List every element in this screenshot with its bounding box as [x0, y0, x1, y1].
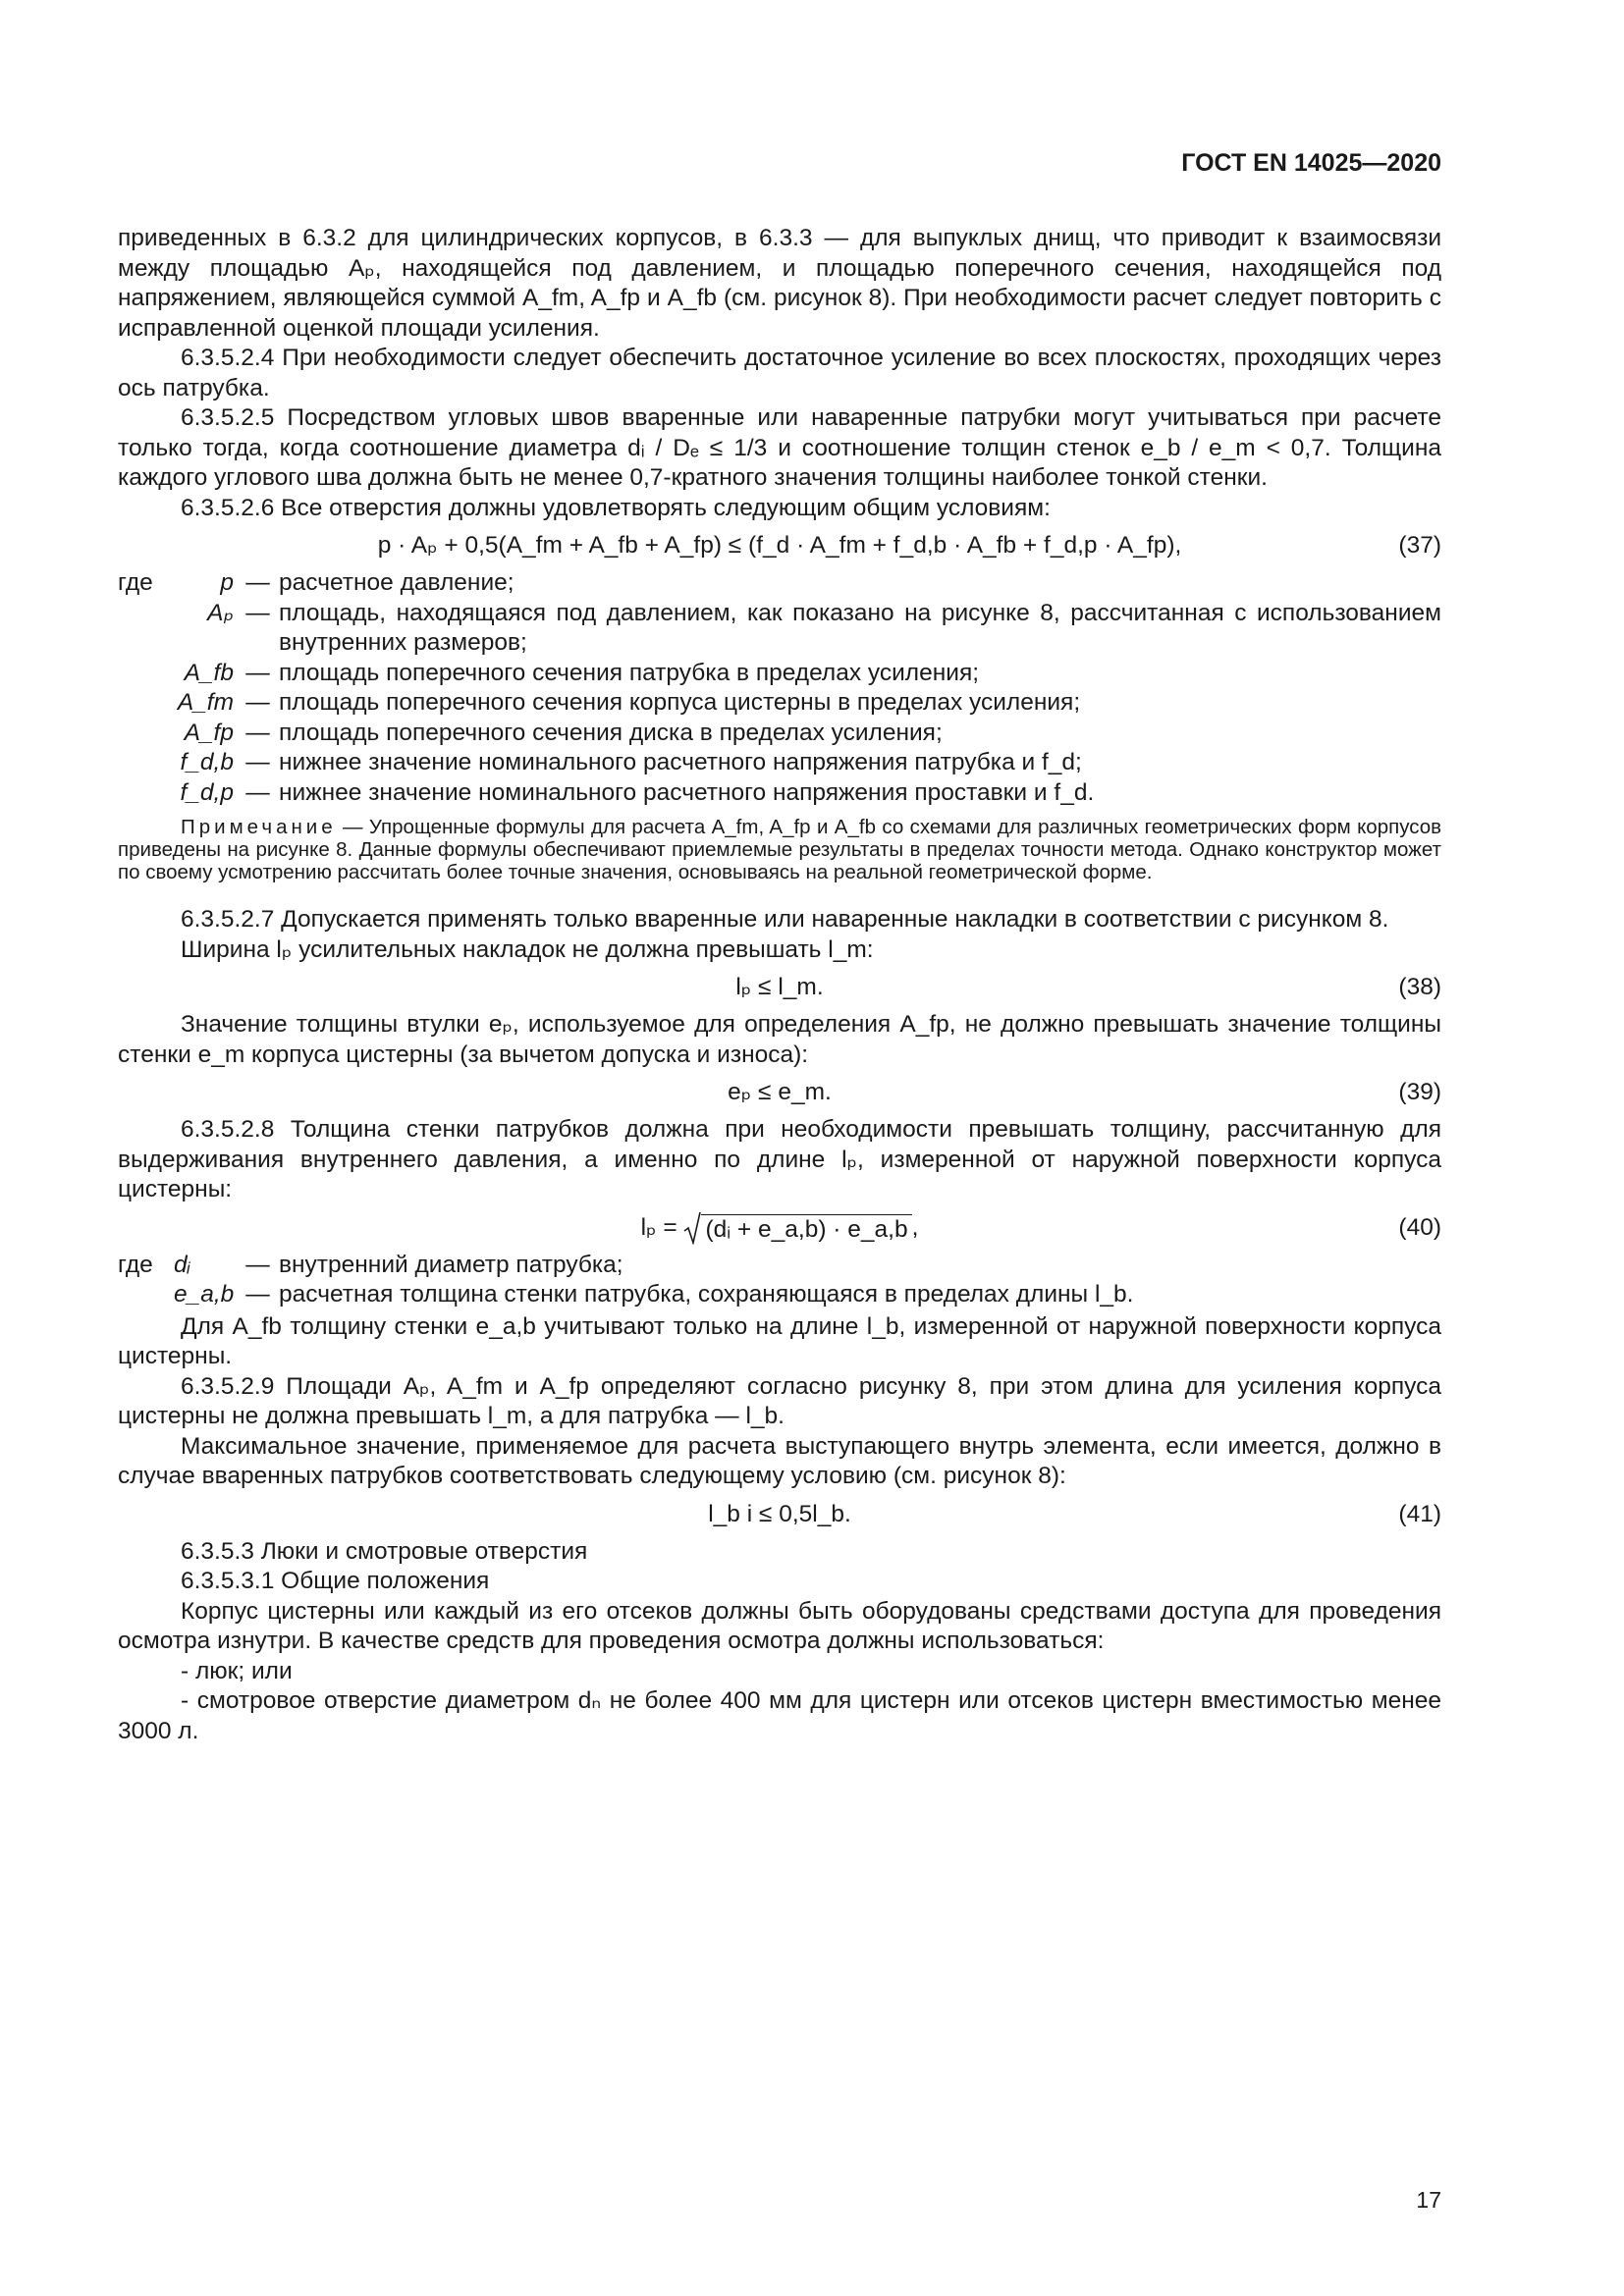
- list-item: - смотровое отверстие диаметром dₙ не более 400 мм для цистерн или отсеков цистерн вместимостью менее 3000 л.: [118, 1687, 1441, 1744]
- paragraph: 6.3.5.2.6 Все отверстия должны удовлетворять следующим общим условиям:: [181, 494, 1051, 521]
- equation-formula: p · Aₚ + 0,5(A_fm + A_fb + A_fp) ≤ (f_d · A_fm + f_d,b · A_fb + f_d,p · A_fp),: [377, 532, 1182, 559]
- variable-list: [118, 568, 1441, 808]
- equation-formula: lₚ ≤ l_m.: [735, 974, 824, 1000]
- variable-description: площадь поперечного сечения диска в пределах усиления;: [279, 719, 943, 746]
- variable-description: нижнее значение номинального расчетного напряжения проставки и f_d.: [279, 778, 1095, 806]
- page-number: 17: [1416, 2187, 1441, 2213]
- paragraph: Корпус цистерны или каждый из его отсеков должны быть оборудованы средствами доступа для проведения осмотра изнутри. В качестве средств для проведения осмотра должны использоваться:: [118, 1597, 1441, 1654]
- variable-dash: —: [245, 1251, 270, 1278]
- variable-description: площадь поперечного сечения патрубка в пределах усиления;: [279, 659, 980, 686]
- variable-symbol: e_a,b: [174, 1281, 235, 1308]
- variable-description: нижнее значение номинального расчетного напряжения патрубка и f_d;: [279, 749, 1082, 775]
- note: [118, 816, 1441, 883]
- variable-list: [118, 1251, 1441, 1310]
- radical-sign-icon: [683, 1211, 701, 1245]
- list-item: - люк; или: [181, 1657, 293, 1684]
- equation-formula: l_b i ≤ 0,5l_b.: [708, 1500, 851, 1527]
- where-label: где: [118, 569, 153, 596]
- paragraph: 6.3.5.2.7 Допускается применять только вваренные или наваренные накладки в соответствии с рисунком 8.: [181, 906, 1389, 933]
- equation-39: [118, 1076, 1441, 1109]
- variable-symbol: A_fb: [184, 659, 234, 686]
- variable-description: площадь, находящаяся под давлением, как показано на рисунке 8, рассчитанная с использованием внутренних размеров;: [279, 599, 1441, 656]
- paragraph: Значение толщины втулки eₚ, используемое для определения A_fp, не должно превышать значение толщины стенки e_m корпуса цистерны (за вычетом допуска и износа):: [118, 1011, 1441, 1068]
- variable-description: внутренний диаметр патрубка;: [279, 1251, 623, 1278]
- variable-symbol: f_d,p: [180, 778, 234, 806]
- variable-symbol: A_fm: [177, 689, 234, 716]
- variable-dash: —: [245, 778, 270, 806]
- paragraph: 6.3.5.2.4 При необходимости следует обеспечить достаточное усиление во всех плоскостях, проходящих через ось патрубка.: [118, 345, 1441, 401]
- variable-dash: —: [245, 689, 270, 716]
- note-label: Примечание: [181, 816, 337, 838]
- square-root: [683, 1211, 911, 1245]
- equation-number: (41): [1398, 1500, 1441, 1527]
- variable-description: расчетная толщина стенки патрубка, сохраняющаяся в пределах длины l_b.: [279, 1281, 1134, 1308]
- variable-dash: —: [245, 569, 270, 596]
- equation-number: (39): [1398, 1079, 1441, 1105]
- variable-dash: —: [245, 659, 270, 686]
- section-heading: 6.3.5.3.1 Общие положения: [181, 1568, 490, 1594]
- equation-formula: eₚ ≤ e_m.: [728, 1079, 832, 1105]
- equation-number: (38): [1398, 974, 1441, 1000]
- equation-40: [118, 1211, 1441, 1245]
- paragraph: 6.3.5.2.8 Толщина стенки патрубков должна при необходимости превышать толщину, рассчитанную для выдерживания внутреннего давления, а именно по длине lₚ, измеренной от наружной поверхности корпуса цистерны:: [118, 1116, 1441, 1202]
- variable-dash: —: [245, 1281, 270, 1308]
- paragraph: Максимальное значение, применяемое для расчета выступающего внутрь элемента, если имеется, должно в случае вваренных патрубков соответствовать следующему условию (см. рисунок 8):: [118, 1432, 1441, 1489]
- variable-dash: —: [245, 719, 270, 746]
- variable-symbol: Aₚ: [207, 599, 234, 626]
- paragraph: 6.3.5.2.9 Площади Aₚ, A_fm и A_fp определяют согласно рисунку 8, при этом длина для усиления корпуса цистерны не должна превышать l_m, а для патрубка — l_b.: [118, 1372, 1441, 1429]
- section-heading: 6.3.5.3 Люки и смотровые отверстия: [181, 1537, 588, 1565]
- paragraph: Ширина lₚ усилительных накладок не должна превышать l_m:: [181, 935, 874, 963]
- equation-tail: ,: [911, 1213, 919, 1241]
- equation-number: (37): [1398, 532, 1441, 559]
- equation-37: [118, 529, 1441, 562]
- page-body: [118, 224, 1441, 1746]
- paragraph: 6.3.5.2.5 Посредством угловых швов вваренные или наваренные патрубки могут учитываться при расчете только тогда, когда соотношение диаметра dᵢ / Dₑ ≤ 1/3 и соотношение толщин стенок e_b / e_m < 0,7. Толщина каждого углового шва должна быть не менее 0,7-кратного значения толщины наиболее тонкой стенки.: [118, 404, 1441, 491]
- radicand: (dᵢ + e_a,b) · e_a,b: [701, 1214, 911, 1245]
- note-text: — Упрощенные формулы для расчета A_fm, A_fp и A_fb со схемами для различных геометрических форм корпусов приведены на рисунке 8. Данные формулы обеспечивают приемлемые результаты в пределах точности метода. Однако конструктор может по своему усмотрению рассчитать более точные значения, основываясь на реальной геометрической форме.: [118, 816, 1441, 883]
- variable-symbol: A_fp: [184, 719, 234, 746]
- document-header: ГОСТ EN 14025—2020: [1181, 149, 1441, 177]
- variable-description: расчетное давление;: [279, 569, 514, 596]
- variable-description: площадь поперечного сечения корпуса цистерны в пределах усиления;: [279, 689, 1081, 716]
- equation-lhs: lₚ =: [640, 1213, 677, 1241]
- variable-dash: —: [245, 599, 270, 626]
- variable-symbol: f_d,b: [180, 749, 234, 775]
- paragraph: приведенных в 6.3.2 для цилиндрических корпусов, в 6.3.3 — для выпуклых днищ, что приводит к взаимосвязи между площадью Aₚ, находящейся под давлением, и площадью поперечного сечения, находящейся под напряжением, являющейся суммой A_fm, A_fp и A_fb (см. рисунок 8). При необходимости расчет следует повторить с исправленной оценкой площади усиления.: [118, 225, 1441, 342]
- where-label: где: [118, 1251, 153, 1278]
- equation-number: (40): [1398, 1213, 1441, 1241]
- equation-41: [118, 1498, 1441, 1531]
- variable-dash: —: [245, 749, 270, 775]
- variable-symbol: dᵢ: [174, 1251, 190, 1278]
- equation-38: [118, 971, 1441, 1004]
- variable-symbol: p: [220, 569, 234, 596]
- paragraph: Для A_fb толщину стенки e_a,b учитывают только на длине l_b, измеренной от наружной поверхности корпуса цистерны.: [118, 1312, 1441, 1369]
